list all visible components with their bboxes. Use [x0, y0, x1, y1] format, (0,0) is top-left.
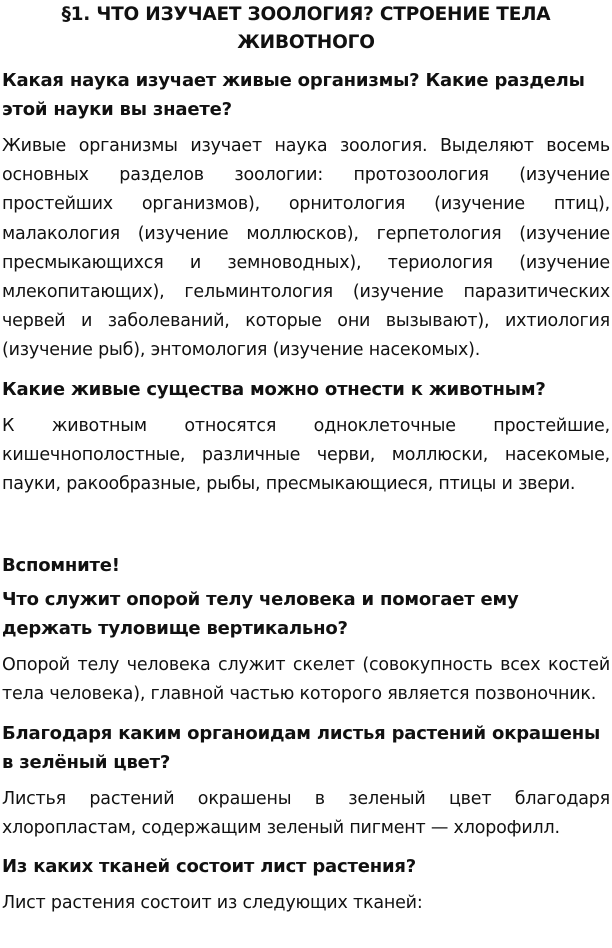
answer-leaf-tissues: Лист растения состоит из следующих тканей:	[2, 893, 423, 914]
question-sciences: Какая наука изучает живые организмы? Какие разделы этой науки вы знаете?	[2, 70, 585, 120]
remember-heading: Вспомните!	[2, 555, 120, 577]
question-skeleton: Что служит опорой телу человека и помогает ему держать туловище вертикально?	[2, 589, 519, 640]
answer-chloroplasts: Листья растений окрашены в зеленый цвет благодаря хлоропластам, содержащим зеленый пигмент — хлорофилл.	[2, 788, 610, 838]
answer-sciences: Живые организмы изучает наука зоология. Выделяют восемь основных разделов зоологии: протозоология (изучение простейших организмов), орнитология (изучение птиц), малакология (изучение моллюсков), герпетология (изучение пресмыкающихся и земноводных), териология (изучение млекопитающих), гельминтология (изучение паразитических червей и заболеваний, которые они вызывают), ихтиология (изучение рыб), энтомология (изучение насекомых).	[2, 136, 610, 361]
answer-skeleton: Опорой телу человека служит скелет (совокупность всех костей тела человека), главной частью которого является позвоночник.	[2, 655, 610, 705]
question-leaf-tissues: Из каких тканей состоит лист растения?	[2, 856, 416, 878]
answer-animals: К животным относятся одноклеточные простейшие, кишечнополостные, различные черви, моллюски, насекомые, пауки, ракообразные, рыбы, пресмыкающиеся, птицы и звери.	[2, 415, 610, 495]
question-chloroplasts: Благодаря каким органоидам листья растений окрашены в зелёный цвет?	[2, 722, 601, 773]
section-title: §1. ЧТО ИЗУЧАЕТ ЗООЛОГИЯ? СТРОЕНИЕ ТЕЛА ЖИВОТНОГО	[61, 4, 551, 53]
question-animals: Какие живые существа можно отнести к животным?	[2, 378, 546, 400]
